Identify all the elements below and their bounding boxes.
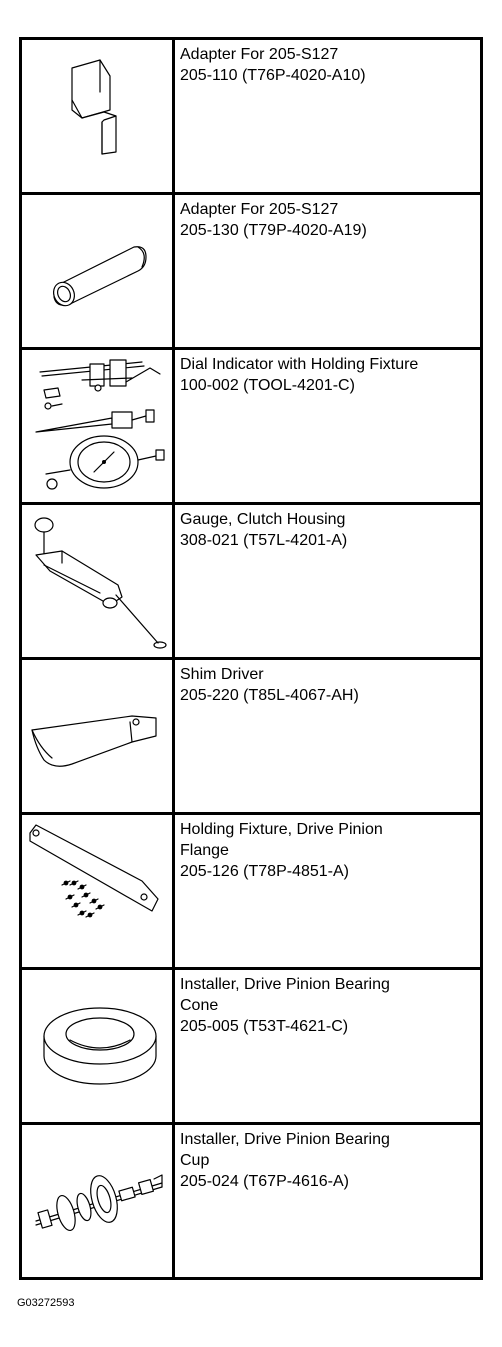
- tool-name: Dial Indicator with Holding Fixture: [180, 356, 419, 373]
- tool-name: Gauge, Clutch Housing: [180, 511, 346, 528]
- tool-number: 205-126 (T78P-4851-A): [180, 863, 349, 880]
- tool-name: Shim Driver: [180, 666, 264, 683]
- tool-image-cell: [21, 504, 174, 659]
- adapter-tube-icon: [22, 195, 172, 345]
- dial-indicator-icon: [22, 350, 172, 500]
- tool-description: [174, 659, 482, 814]
- tool-image-cell: [21, 39, 174, 194]
- tool-name: Holding Fixture, Drive Pinion: [180, 821, 383, 838]
- table-row: [21, 39, 482, 194]
- tool-description: [174, 1124, 482, 1279]
- tool-image-cell: [21, 194, 174, 349]
- tool-number: 205-130 (T79P-4020-A19): [180, 222, 367, 239]
- table-row: [21, 349, 482, 504]
- figure-id: G03272593: [17, 1297, 75, 1309]
- adapter-block-icon: [22, 40, 172, 190]
- table-row: [21, 814, 482, 969]
- bearing-cone-installer-icon: [22, 970, 172, 1120]
- tool-description: [174, 969, 482, 1124]
- tool-number: 308-021 (T57L-4201-A): [180, 532, 348, 549]
- tool-image-cell: [21, 814, 174, 969]
- tool-name-continued: Flange: [180, 842, 229, 859]
- bearing-cup-installer-icon: [22, 1125, 172, 1275]
- tool-name-continued: Cone: [180, 997, 219, 1014]
- tool-description: [174, 39, 482, 194]
- table-row: [21, 194, 482, 349]
- table-row: [21, 969, 482, 1124]
- clutch-housing-gauge-icon: [22, 505, 172, 655]
- table-row: [21, 1124, 482, 1279]
- tool-name: Adapter For 205-S127: [180, 201, 339, 218]
- tool-image-cell: [21, 659, 174, 814]
- tool-description: [174, 504, 482, 659]
- holding-fixture-icon: [22, 815, 172, 965]
- tool-number: 205-005 (T53T-4621-C): [180, 1018, 349, 1035]
- tool-name: Adapter For 205-S127: [180, 46, 339, 63]
- tool-description: [174, 194, 482, 349]
- tool-description: [174, 814, 482, 969]
- tool-number: 205-110 (T76P-4020-A10): [180, 67, 366, 84]
- table-row: [21, 504, 482, 659]
- tool-number: 100-002 (TOOL-4201-C): [180, 377, 355, 394]
- tool-number: 205-220 (T85L-4067-AH): [180, 687, 359, 704]
- tool-image-cell: [21, 1124, 174, 1279]
- tool-name: Installer, Drive Pinion Bearing: [180, 976, 390, 993]
- tool-name-continued: Cup: [180, 1152, 210, 1169]
- tool-image-cell: [21, 969, 174, 1124]
- tool-image-cell: [21, 349, 174, 504]
- tool-number: 205-024 (T67P-4616-A): [180, 1173, 349, 1190]
- shim-driver-icon: [22, 660, 172, 810]
- tool-description: [174, 349, 482, 504]
- table-row: [21, 659, 482, 814]
- tool-name: Installer, Drive Pinion Bearing: [180, 1131, 390, 1148]
- special-tools-table: [19, 37, 483, 1280]
